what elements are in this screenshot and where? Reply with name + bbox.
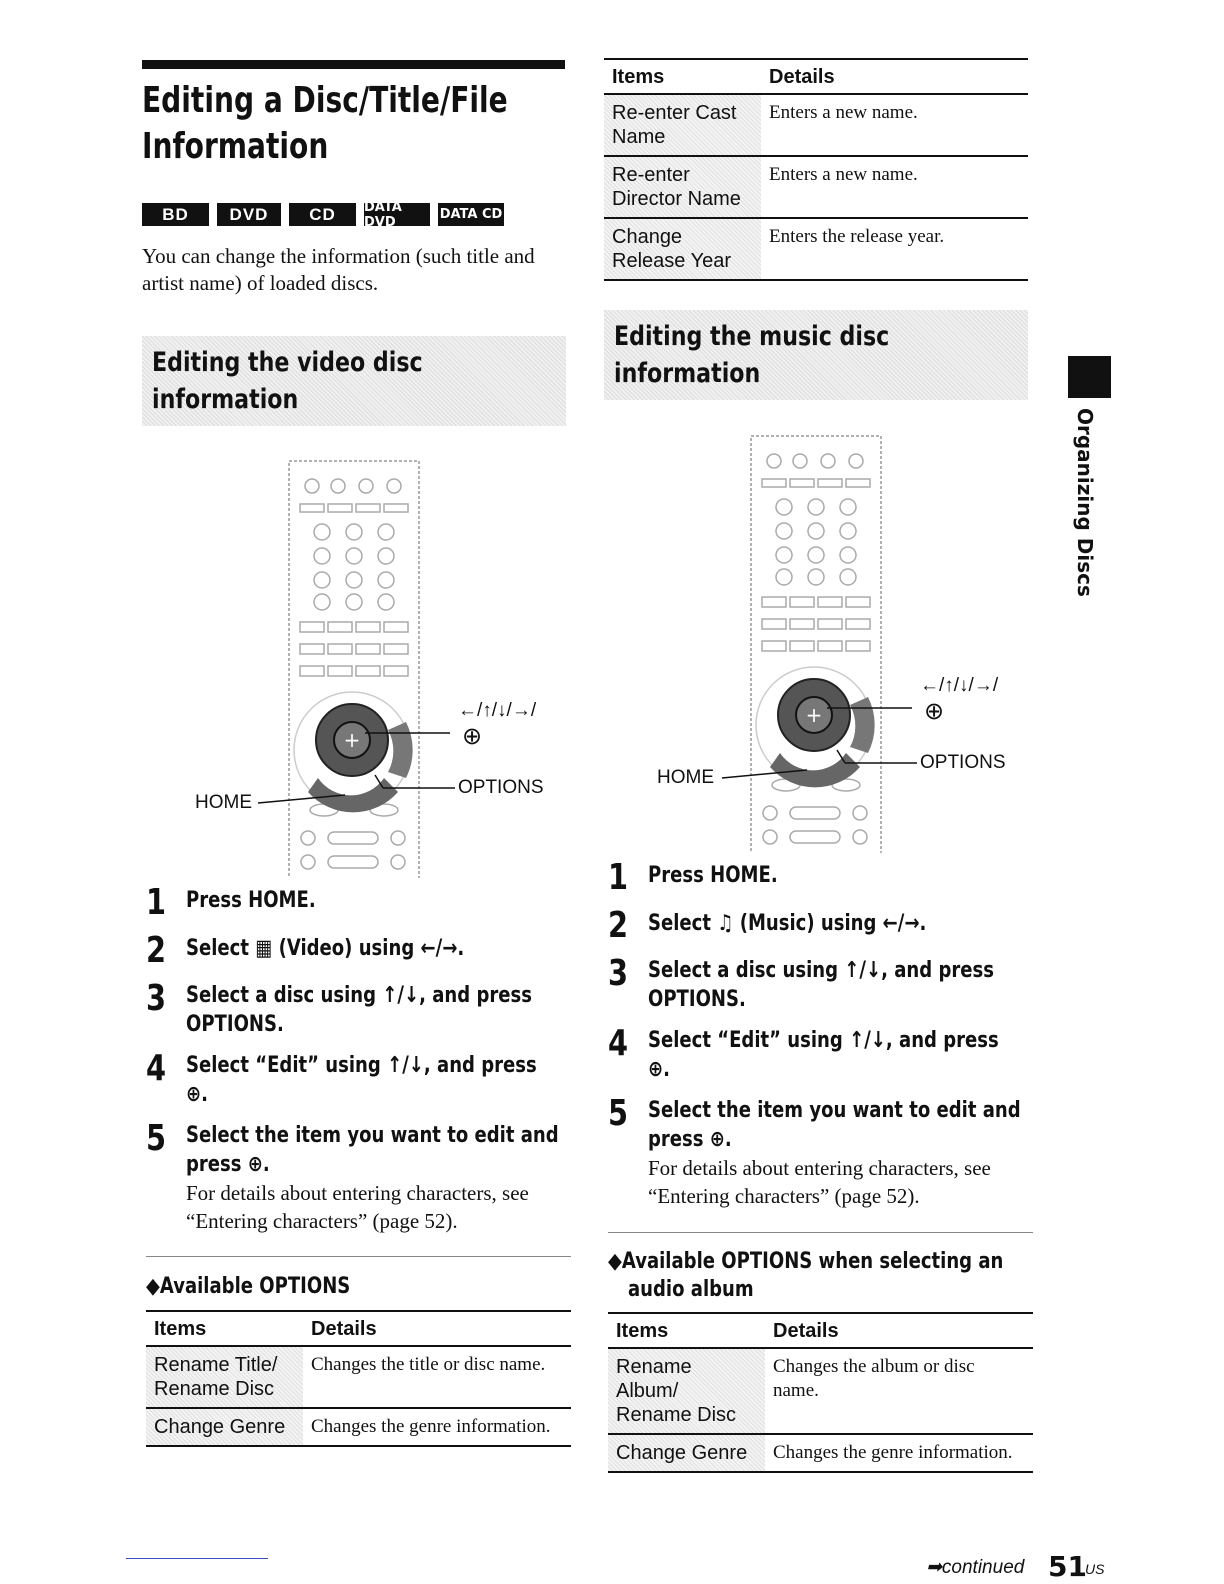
table-row: Change Release Year Enters the release year. [604,218,1028,280]
table-row: Rename Album/ Rename Disc Changes the album or disc name. [608,1348,1033,1434]
badge-data-cd: DATA CD [438,203,504,226]
step-item: 1 Press HOME. [146,882,316,923]
cast-options-table [604,58,1028,281]
badge-cd: CD [289,203,356,226]
footer-rule [126,1558,268,1559]
page-title-line2: Information [142,126,329,167]
intro-text: You can change the information (such title and artist name) of loaded discs. [142,244,535,295]
divider [608,1232,1033,1233]
page-title-line1: Editing a Disc/Title/File [142,80,508,121]
table-row: Change Genre Changes the genre information. [146,1408,571,1446]
table-row: Re-enter Cast Name Enters a new name. [604,94,1028,156]
video-callout-home: HOME [195,792,252,813]
step-item: 2 Select ▦ (Video) using ←/→. [146,930,465,971]
svg-text:+: + [805,703,823,727]
step-item: 5 Select the item you want to edit and press ⊕. [146,1118,559,1177]
video-section-banner [142,336,566,426]
table-header: Details [765,1313,1033,1348]
music-callout-options: OPTIONS [920,752,1006,773]
step-item: 3 Select a disc using ↑/↓, and press OPTIONS. [608,953,995,1012]
music-remote-illustration [750,435,882,853]
music-callout-lines [712,690,945,790]
music-callout-home: HOME [657,767,714,788]
disc-badges [142,199,504,230]
music-note: For details about entering characters, see “Entering characters” (page 52). [648,1156,991,1208]
music-section-banner [604,310,1028,400]
sidebar-section-label: Organizing Discs [1073,408,1097,597]
video-callout-arrows: ←/↑/↓/→/ [458,700,537,721]
video-callout-options: OPTIONS [458,777,544,798]
divider [146,1256,571,1257]
badge-dvd: DVD [217,203,281,226]
svg-text:+: + [343,728,361,752]
video-banner-line2: information [152,384,299,415]
music-banner-line1: Editing the music disc [614,321,890,352]
video-options-heading: ◆Available OPTIONS [146,1274,351,1299]
badge-bd: BD [142,203,209,226]
step-item: 4 Select “Edit” using ↑/↓, and press ⊕. [608,1023,999,1082]
music-callout-arrows: ←/↑/↓/→/ [920,675,999,696]
step-item: 3 Select a disc using ↑/↓, and press OPTIONS. [146,978,533,1037]
table-row: Change Genre Changes the genre information. [608,1434,1033,1472]
music-options-heading: ◆Available OPTIONS when selecting an audio album [608,1249,1004,1302]
music-steps [608,857,1033,1210]
step-item: 5 Select the item you want to edit and press ⊕. [608,1093,1021,1152]
video-options-table [146,1310,571,1447]
video-steps [146,882,571,1235]
step-item: 2 Select ♫ (Music) using ←/→. [608,905,927,946]
title-rule [142,60,565,69]
video-remote-illustration [288,460,420,878]
table-header: Details [761,59,1028,94]
step-item: 1 Press HOME. [608,857,778,898]
continued-label: ➡continued [926,1557,1025,1578]
table-header: Items [608,1313,765,1348]
video-callout-lines [250,715,483,815]
music-banner-line2: information [614,358,761,389]
table-header: Details [303,1311,571,1346]
video-callout-enter-icon: ⊕ [462,723,483,750]
badge-data-dvd: DATA DVD [364,203,430,226]
table-row: Re-enter Director Name Enters a new name. [604,156,1028,218]
video-banner-line1: Editing the video disc [152,347,423,378]
music-callout-enter-icon: ⊕ [924,698,945,725]
page-number: 51 [1048,1550,1087,1583]
video-note: For details about entering characters, see “Entering characters” (page 52). [186,1181,529,1233]
page-title [142,78,611,170]
page-region: US [1085,1561,1105,1577]
table-header: Items [146,1311,303,1346]
step-item: 4 Select “Edit” using ↑/↓, and press ⊕. [146,1048,537,1107]
music-options-table [608,1312,1033,1473]
table-row: Rename Title/ Rename Disc Changes the title or disc name. [146,1346,571,1408]
sidebar-tab-marker [1068,356,1111,398]
table-header: Items [604,59,761,94]
